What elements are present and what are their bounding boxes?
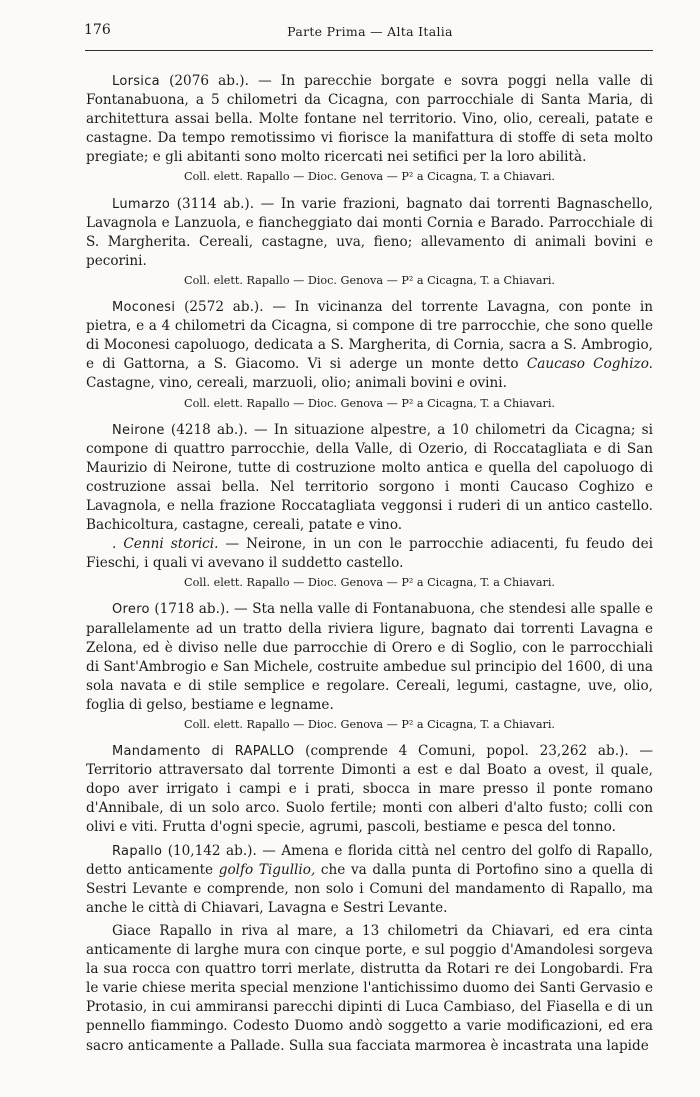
- entry-name: Moconesi: [112, 300, 176, 316]
- header-rule: [85, 50, 653, 51]
- mandamento-text: (comprende 4 Comuni, popol. 23,262 ab.). — Territorio attraversato dal torrente Dimonti a est e dal Boato a ovest, il quale, dopo aver irrigato i campi e i prati, sbocca in mare presso il ponte romano d'Annibale, di un solo arco. Suolo fertile; monti con alberi d'alto fusto; colli con olivi e viti. Frutta d'ogni specie, agrumi, pascoli, bestiame e pesca del tonno.: [86, 743, 653, 836]
- cenni-storici-label: . Cenni storici.: [112, 536, 219, 553]
- entry-orero: [86, 600, 653, 734]
- entry-lorsica: [86, 72, 653, 187]
- entry-population: (4218 ab.). —: [170, 421, 268, 438]
- entry-text: Sta nella valle di Fontanabuona, che stendesi alle spalle e parallelamente ad un tratto della riviera ligure, bagnato dai torrenti Lavagna e Zelona, ed è diviso nelle due parrocchie di Orero e di Soglio, con le parrocchiali di Sant'Ambrogio e San Michele, costruite ambedue sul principio del 1600, di una sola navata e di stile semplice e regolare. Cereali, legumi, castagne, uve, olio, foglia di gelso, bestiame e legname.: [86, 601, 653, 713]
- entry-text: In situazione alpestre, a 10 chilometri da Cicagna; si compone di quattro parrocchie, della Valle, di Ozerio, di Roccatagliata e di San Maurizio di Neirone, tutte di costruzione molto antica e quella del capoluogo di costruzione assai bella. Nel territorio sorgono i monti Caucaso Coghizo e Lavagnola, e nella frazione Roccatagliata veggonsi i ruderi di un antico castello. Bachicoltura, castagne, cereali, patate e vino.: [86, 421, 654, 534]
- mandamento-rapallo: [86, 742, 653, 1056]
- entry-footnote: Coll. elett. Rapallo — Dioc. Genova — P² a Cicagna, T. a Chiavari.: [184, 718, 555, 731]
- entry-text: In vicinanza del torrente Lavagna, con ponte in pietra, e a 4 chilometri da Cicagna, si compone di tre parrocchie, che sono quelle di Moconesi capoluogo, dedicata a S. Margherita, di Cornia, sacra a S. Ambrogio, e di Gattorna, a S. Giacomo. Vi si aderge un monte detto: [86, 299, 654, 373]
- entry-footnote: Coll. elett. Rapallo — Dioc. Genova — P² a Cicagna, T. a Chiavari.: [184, 396, 555, 410]
- entry-name: Rapallo: [112, 843, 163, 859]
- page-body: [86, 72, 653, 1064]
- entry-population: (2076 ab.). —: [169, 73, 272, 89]
- entry-population: (10,142 ab.). —: [167, 842, 276, 859]
- entry-text-italic: golfo Tigullio,: [218, 861, 316, 878]
- entry-population: (3114 ab.). —: [176, 195, 275, 212]
- entry-population: (1718 ab.). —: [154, 601, 248, 618]
- entry-text-end: che va dalla punta di Portofino sino a quella di Sestri Levante e comprende, non solo i Comuni del mandamento di Rapallo, ma anche le città di Chiavari, Lavagna e Sestri Levante.: [86, 861, 654, 916]
- entry-lumarzo: [86, 195, 653, 290]
- entry-name: Lumarzo: [112, 196, 171, 212]
- entry-name: Lorsica: [112, 74, 160, 89]
- entry-neirone: [86, 421, 653, 593]
- entry-text: In varie frazioni, bagnato dai torrenti Bagnaschello, Lavagnola e Lanzuola, e fiancheggiato dai monti Cornia e Barado. Parrocchiale di S. Margherita. Cereali, castagne, uva, fieno; allevamento di animali bovini e pecorini.: [86, 195, 653, 269]
- entry-name: Orero: [112, 602, 150, 618]
- entry-text: In parecchie borgate e sovra poggi nella valle di Fontanabuona, a 5 chilometri da Cicagna, con parrocchiale di Santa Maria, di architettura assai bella. Molte fontane nel territorio. Vino, olio, cereali, patate e castagne. Da tempo remotissimo vi fiorisce la manifattura di stoffe di seta molto pregiate; e gli abitanti sono molto ricercati nei setifici per la loro abilità.: [86, 73, 653, 166]
- entry-text: Amena e florida città nel centro del golfo di Rapallo, detto anticamente: [86, 842, 653, 878]
- entry-text-italic: Caucaso Coghizo.: [526, 356, 653, 373]
- entry-text-end: Castagne, vino, cereali, marzuoli, olio; animali bovini e ovini.: [86, 375, 507, 392]
- running-title: Parte Prima — Alta Italia: [287, 24, 453, 39]
- mandamento-heading: Mandamento di RAPALLO: [112, 744, 295, 760]
- entry-population: (2572 ab.). —: [184, 299, 286, 316]
- page-number: 176: [84, 22, 111, 38]
- entry-moconesi: [86, 298, 653, 413]
- rapallo-paragraph-2: Giace Rapallo in riva al mare, a 13 chilometri da Chiavari, ed era cinta anticamente di larghe mura con cinque porte, e sul poggio d'Amandolesi sorgeva la sua rocca con quattro torri merlate, distrutta da Rotari re dei Longobardi. Fra le varie chiese merita special menzione l'antichissimo duomo dei Santi Gervasio e Protasio, in cui ammiransi parecchi dipinti di Luca Cambiaso, del Fiasella e di un pennello fiammingo. Codesto Duomo andò soggetto a varie modificazioni, ed era sacro anticamente a Pallade. Sulla sua facciata marmorea è incastrata una lapide: [86, 922, 653, 1054]
- entry-footnote: Coll. elett. Rapallo — Dioc. Genova — P² a Cicagna, T. a Chiavari.: [184, 576, 555, 590]
- cenni-storici-text: — Neirone, in un con le parrocchie adiacenti, fu feudo dei Fieschi, i quali vi avevano il suddetto castello.: [86, 536, 653, 572]
- entry-footnote: Coll. elett. Rapallo — Dioc. Genova — P² a Cicagna, T. a Chiavari.: [184, 170, 555, 184]
- entry-name: Neirone: [112, 422, 165, 438]
- entry-footnote: Coll. elett. Rapallo — Dioc. Genova — P² a Cicagna, T. a Chiavari.: [184, 273, 555, 287]
